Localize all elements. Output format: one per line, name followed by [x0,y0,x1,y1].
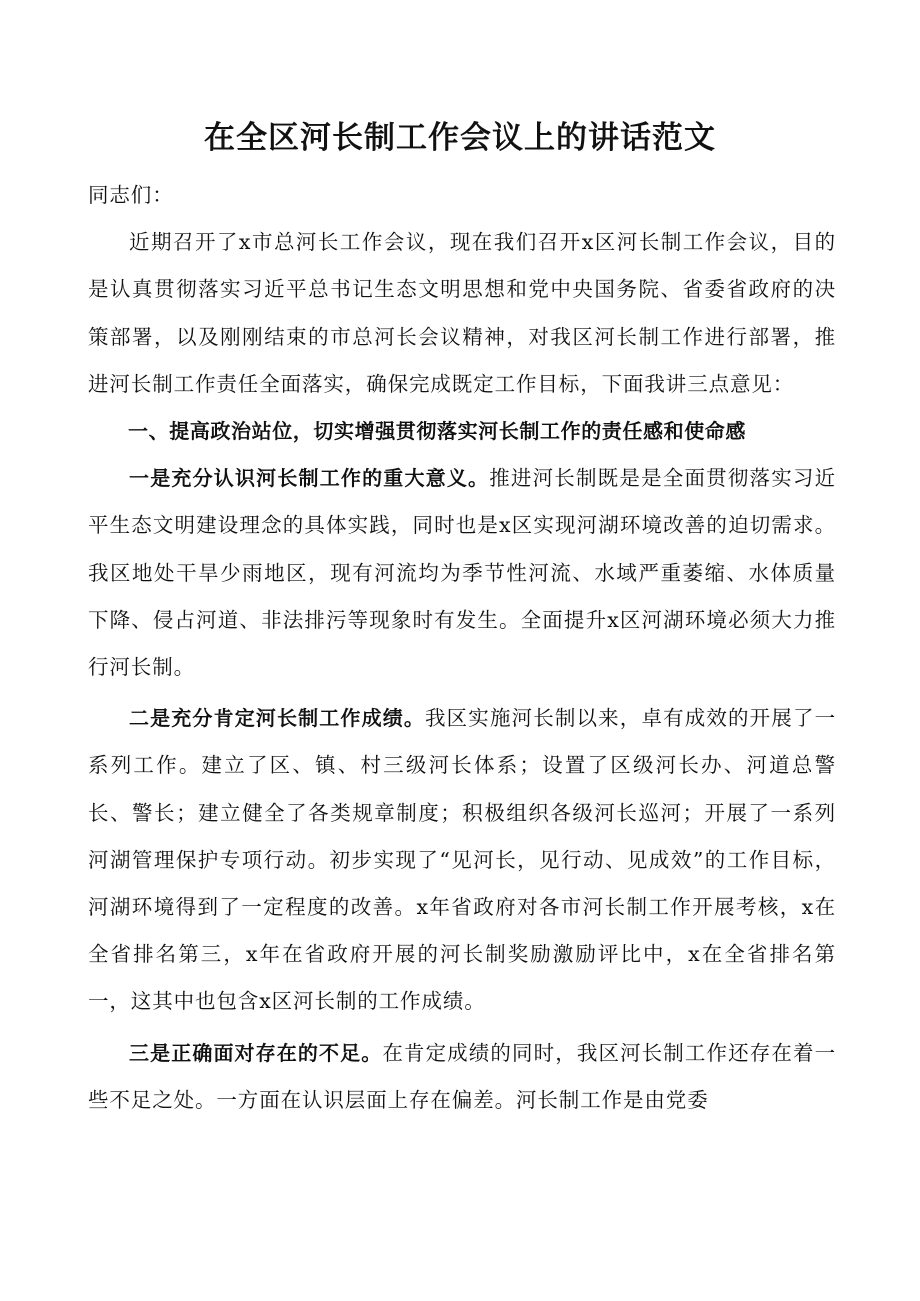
point-2-paragraph [88,695,836,1025]
point-1-paragraph [88,455,836,691]
salutation: 同志们： [88,183,174,207]
point-3-text: 在肯定成绩的同时，我区河长制工作还存在着一些不足之处。一方面在认识层面上存在偏差。河长制工作是由党委 [88,1040,836,1112]
point-3-lead: 三是正确面对存在的不足。 [129,1040,383,1065]
point-2-text: 我区实施河长制以来，卓有成效的开展了一系列工作。建立了区、镇、村三级河长体系；设置了区级河长办、河道总警长、警长；建立健全了各类规章制度；积极组织各级河长巡河；开展了一系列河湖管理保护专项行动。初步实现了“见河长，见行动、见成效”的工作目标，河湖环境得到了一定程度的改善。x年省政府对各市河长制工作开展考核，x在全省排名第三，x年在省政府开展的河长制奖励激励评比中，x在全省排名第一，这其中也包含x区河长制的工作成绩。 [88,706,836,1014]
point-2-lead: 二是充分肯定河长制工作成绩。 [129,706,426,731]
intro-paragraph: 近期召开了x市总河长工作会议，现在我们召开x区河长制工作会议，目的是认真贯彻落实习近平总书记生态文明思想和党中央国务院、省委省政府的决策部署，以及刚刚结束的市总河长会议精神，对我区河长制工作进行部署，推进河长制工作责任全面落实，确保完成既定工作目标，下面我讲三点意见： [88,230,836,396]
point-1-lead: 一是充分认识河长制工作的重大意义。 [129,466,490,491]
section-1-heading: 一、提高政治站位，切实增强贯彻落实河长制工作的责任感和使命感 [128,419,746,444]
document-body [88,172,836,1124]
point-3-paragraph [88,1030,836,1124]
point-1-text: 推进河长制既是是全面贯彻落实习近平生态文明建设理念的具体实践，同时也是x区实现河湖环境改善的迫切需求。我区地处干旱少雨地区，现有河流均为季节性河流、水域严重萎缩、水体质量下降、侵占河道、非法排污等现象时有发生。全面提升x区河湖环境必须大力推行河长制。 [88,466,836,680]
document-title: 在全区河长制工作会议上的讲话范文 [204,120,716,156]
